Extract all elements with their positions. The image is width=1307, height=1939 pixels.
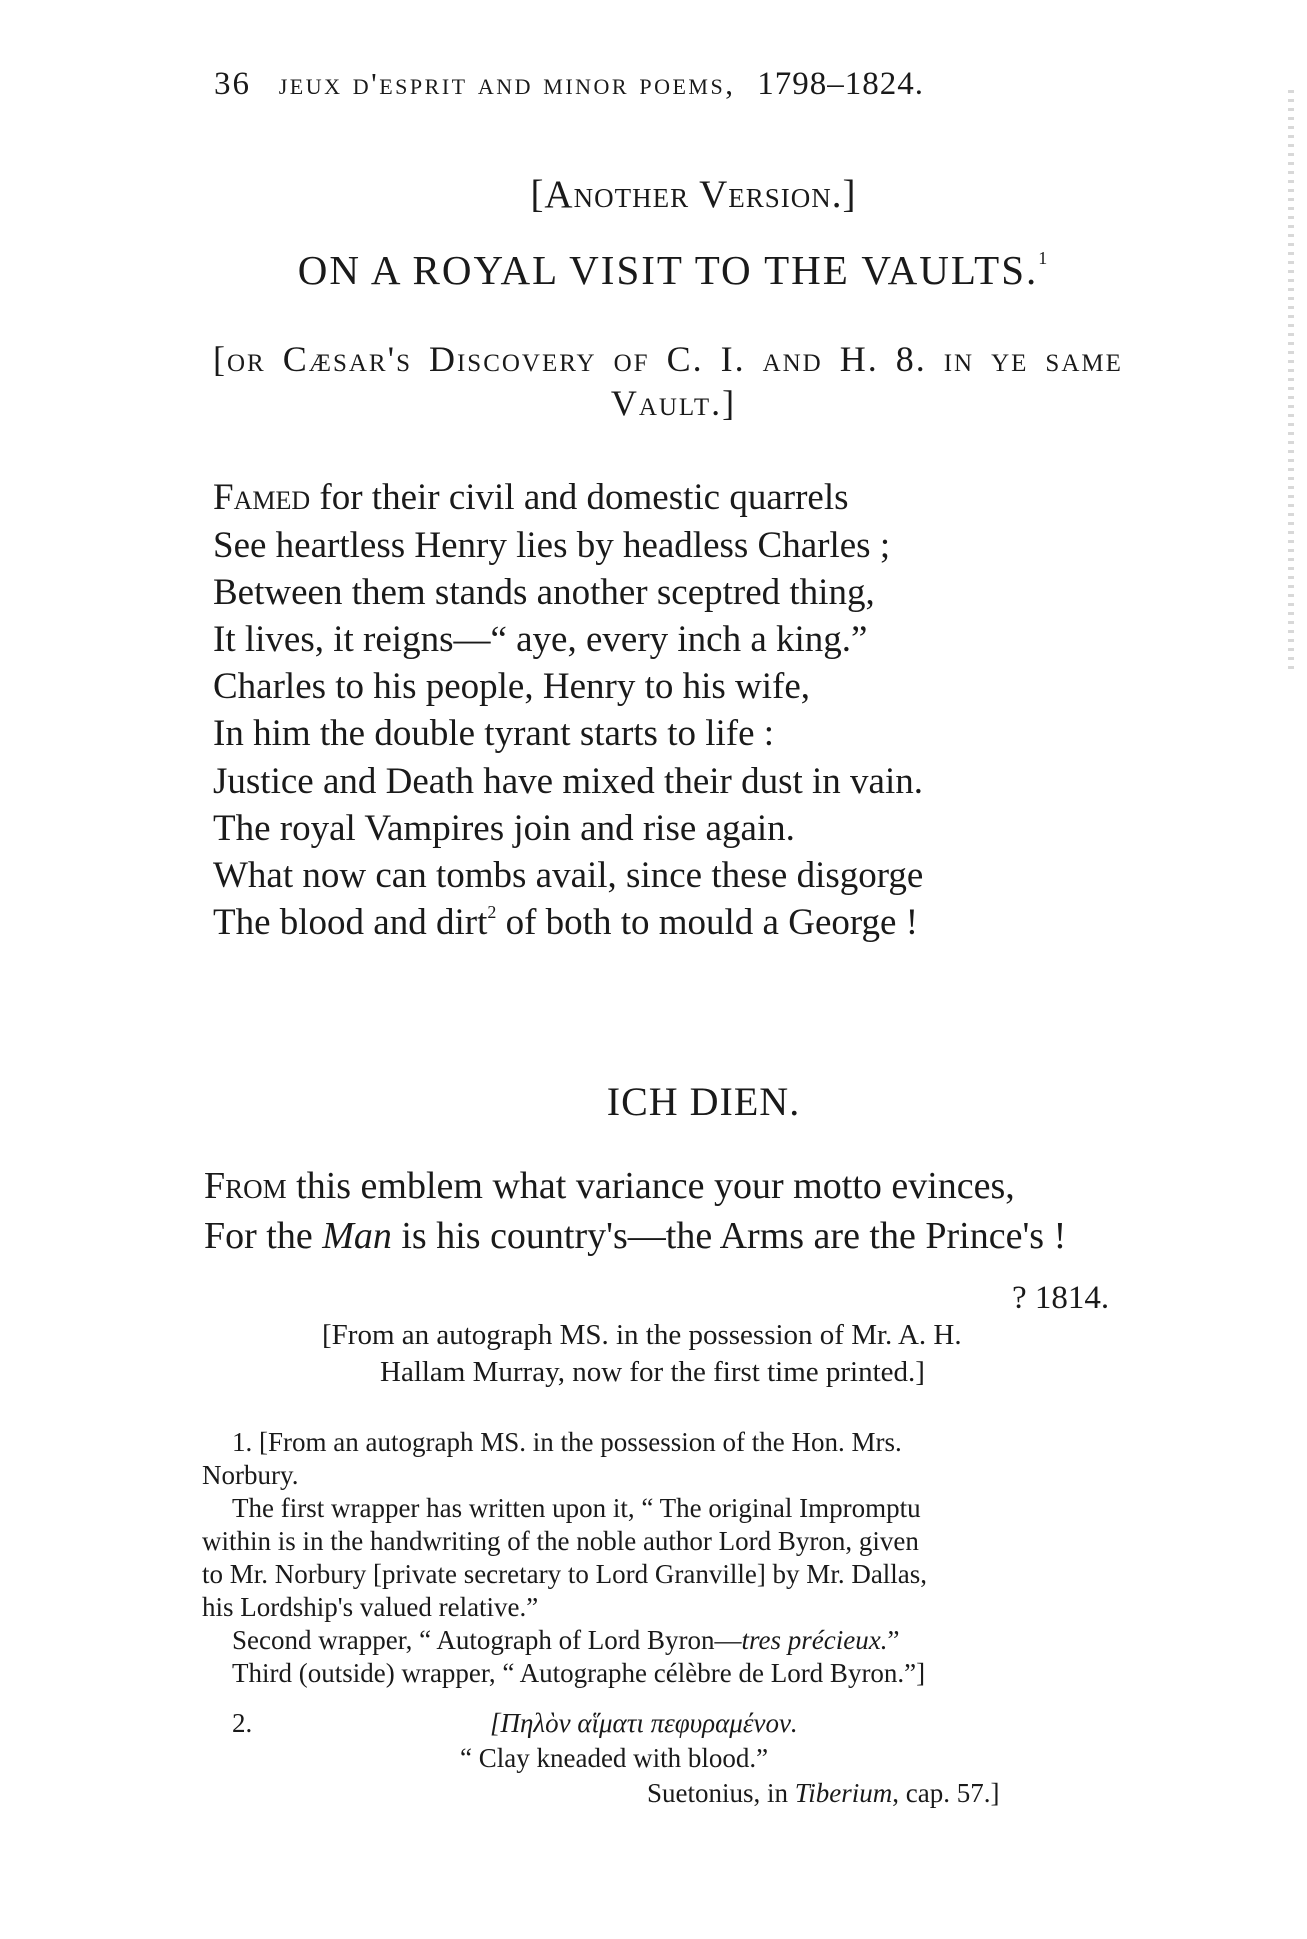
- running-title: jeux d'esprit and minor poems,: [278, 66, 736, 101]
- verse-line: What now can tombs avail, since these disgorge: [213, 855, 924, 896]
- footnote-text: ”: [887, 1625, 900, 1655]
- footnote-2-citation: [647, 1778, 1000, 1809]
- verse-first-word: Famed: [213, 477, 311, 518]
- footnote-ref-1: 1: [1038, 248, 1050, 268]
- footnote-text: , cap. 57.]: [892, 1778, 1000, 1808]
- footnote-2-number: 2.: [232, 1708, 253, 1738]
- source-note-line-2: Hallam Murray, now for the first time printed.]: [380, 1356, 925, 1388]
- footnote-1-line: within is in the handwriting of the noble author Lord Byron, given: [202, 1526, 919, 1556]
- verse-line: Justice and Death have mixed their dust in vain.: [213, 761, 924, 802]
- verse-line: It lives, it reigns—“ aye, every inch a king.”: [213, 619, 868, 660]
- poem-title: [20, 246, 1307, 294]
- poem-subtitle-line-2: Vault.]: [610, 383, 737, 423]
- version-label: [Another Version.]: [530, 173, 857, 216]
- verse-line: Between them stands another sceptred thing,: [213, 572, 875, 613]
- footnote-text: Suetonius, in: [647, 1778, 795, 1808]
- footnote-1-line: Norbury.: [202, 1460, 299, 1490]
- footnote-1-line: The first wrapper has written upon it, “ The original Impromptu: [232, 1493, 921, 1523]
- verse-line: [204, 1164, 1015, 1208]
- footnote-1-line: 1. [From an autograph MS. in the possession of the Hon. Mrs.: [232, 1427, 902, 1457]
- verse-line-text: The blood and dirt: [213, 902, 488, 943]
- footnote-1-line: Third (outside) wrapper, “ Autographe célèbre de Lord Byron.”]: [232, 1658, 926, 1688]
- footnote-italic: Tiberium: [794, 1778, 893, 1808]
- verse-line: Charles to his people, Henry to his wife,: [213, 666, 811, 707]
- running-years: 1798–1824.: [757, 66, 924, 102]
- source-note-line-1: [From an autograph MS. in the possession of Mr. A. H.: [322, 1319, 962, 1351]
- poem-title-text: ON A ROYAL VISIT TO THE VAULTS.: [297, 247, 1039, 293]
- poem-title-ich-dien: ICH DIEN.: [606, 1079, 801, 1124]
- verse-line-text: is his country's—the Arms are the Prince's !: [391, 1215, 1067, 1257]
- verse-line-text: this emblem what variance your motto evinces,: [286, 1165, 1015, 1207]
- verse-line: In him the double tyrant starts to life :: [213, 713, 775, 754]
- verse-line: See heartless Henry lies by headless Charles ;: [213, 525, 891, 566]
- page-number: 36: [214, 66, 251, 102]
- verse-line: [204, 1214, 1066, 1258]
- verse-italic-word: Man: [322, 1215, 392, 1257]
- verse-line-text: For the: [204, 1215, 323, 1257]
- footnote-2-greek: [Πηλὸν αἵματι πεφυραμένον.: [490, 1708, 798, 1738]
- scan-edge-artifact: [1288, 90, 1294, 670]
- verse-line: The royal Vampires join and rise again.: [213, 808, 795, 849]
- footnote-1-line: [232, 1625, 899, 1656]
- verse-line: [213, 901, 918, 944]
- poem-subtitle-line-1: [or Cæsar's Discovery of C. I. and H. 8. in ye same: [213, 339, 1123, 379]
- footnote-1-line: to Mr. Norbury [private secretary to Lord Granville] by Mr. Dallas,: [202, 1559, 928, 1589]
- poem-date: ? 1814.: [1012, 1280, 1110, 1316]
- footnote-text: Second wrapper, “ Autograph of Lord Byron—: [232, 1625, 742, 1655]
- verse-line-text: for their civil and domestic quarrels: [310, 477, 849, 518]
- verse-line: [213, 476, 849, 519]
- footnote-2-translation: “ Clay kneaded with blood.”: [460, 1743, 769, 1773]
- running-header: [214, 66, 924, 103]
- footnote-1-line: his Lordship's valued relative.”: [202, 1592, 539, 1622]
- footnote-italic: tres précieux.: [741, 1625, 888, 1655]
- verse-line-text: of both to mould a George !: [496, 902, 919, 943]
- footnote-ref-2: 2: [487, 902, 497, 922]
- verse-first-word: From: [204, 1165, 287, 1207]
